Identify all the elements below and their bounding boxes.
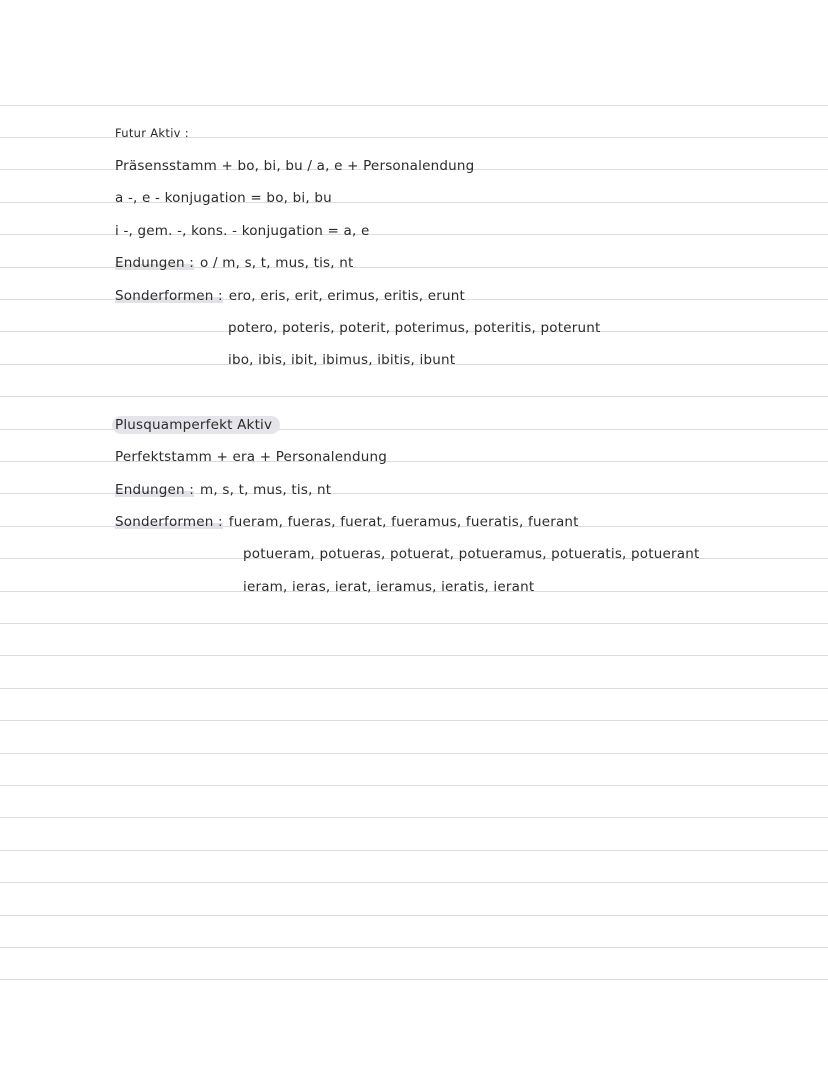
special-forms-label: Sonderformen : [115,288,223,304]
ruled-line [0,785,828,786]
endings-value: m, s, t, mus, tis, nt [200,482,332,498]
ruled-line [0,947,828,948]
formula-futur: Präsensstamm + bo, bi, bu / a, e + Personalendung [115,158,475,174]
special-forms-line: ieram, ieras, ierat, ieramus, ieratis, ierant [243,579,535,595]
section-title-futur: Futur Aktiv : [115,126,189,140]
ruled-line [0,105,828,106]
special-forms-line: ibo, ibis, ibit, ibimus, ibitis, ibunt [228,352,456,368]
ruled-line [0,655,828,656]
endings-label: Endungen : [115,255,195,271]
ruled-line [0,623,828,624]
ruled-line [0,850,828,851]
ruled-line [0,688,828,689]
special-forms-value: fueram, fueras, fuerat, fueramus, fueratis, fuerant [228,514,579,530]
ruled-line [0,915,828,916]
conjugation-rule-1: a -, e - konjugation = bo, bi, bu [115,190,332,206]
ruled-line [0,720,828,721]
special-forms-line: potero, poteris, poterit, poterimus, poteritis, poterunt [228,320,601,336]
ruled-line [0,817,828,818]
section-title-plusquamperfekt [112,417,280,433]
special-forms-row-futur [115,288,465,304]
endings-row-plusquamperfekt [115,482,331,498]
conjugation-rule-2: i -, gem. -, kons. - konjugation = a, e [115,223,370,239]
ruled-line [0,979,828,980]
special-forms-row-plusquamperfekt [115,514,579,530]
endings-label: Endungen : [115,482,195,498]
formula-plusquamperfekt: Perfektstamm + era + Personalendung [115,449,388,465]
endings-row-futur [115,255,354,271]
section-title-highlight: Plusquamperfekt Aktiv [112,416,280,434]
ruled-line [0,396,828,397]
ruled-line [0,882,828,883]
endings-value: o / m, s, t, mus, tis, nt [200,255,354,271]
special-forms-label: Sonderformen : [115,514,223,530]
special-forms-line: potueram, potueras, potuerat, potueramus, potueratis, potuerant [243,546,700,562]
special-forms-value: ero, eris, erit, erimus, eritis, erunt [228,288,465,304]
ruled-line [0,753,828,754]
